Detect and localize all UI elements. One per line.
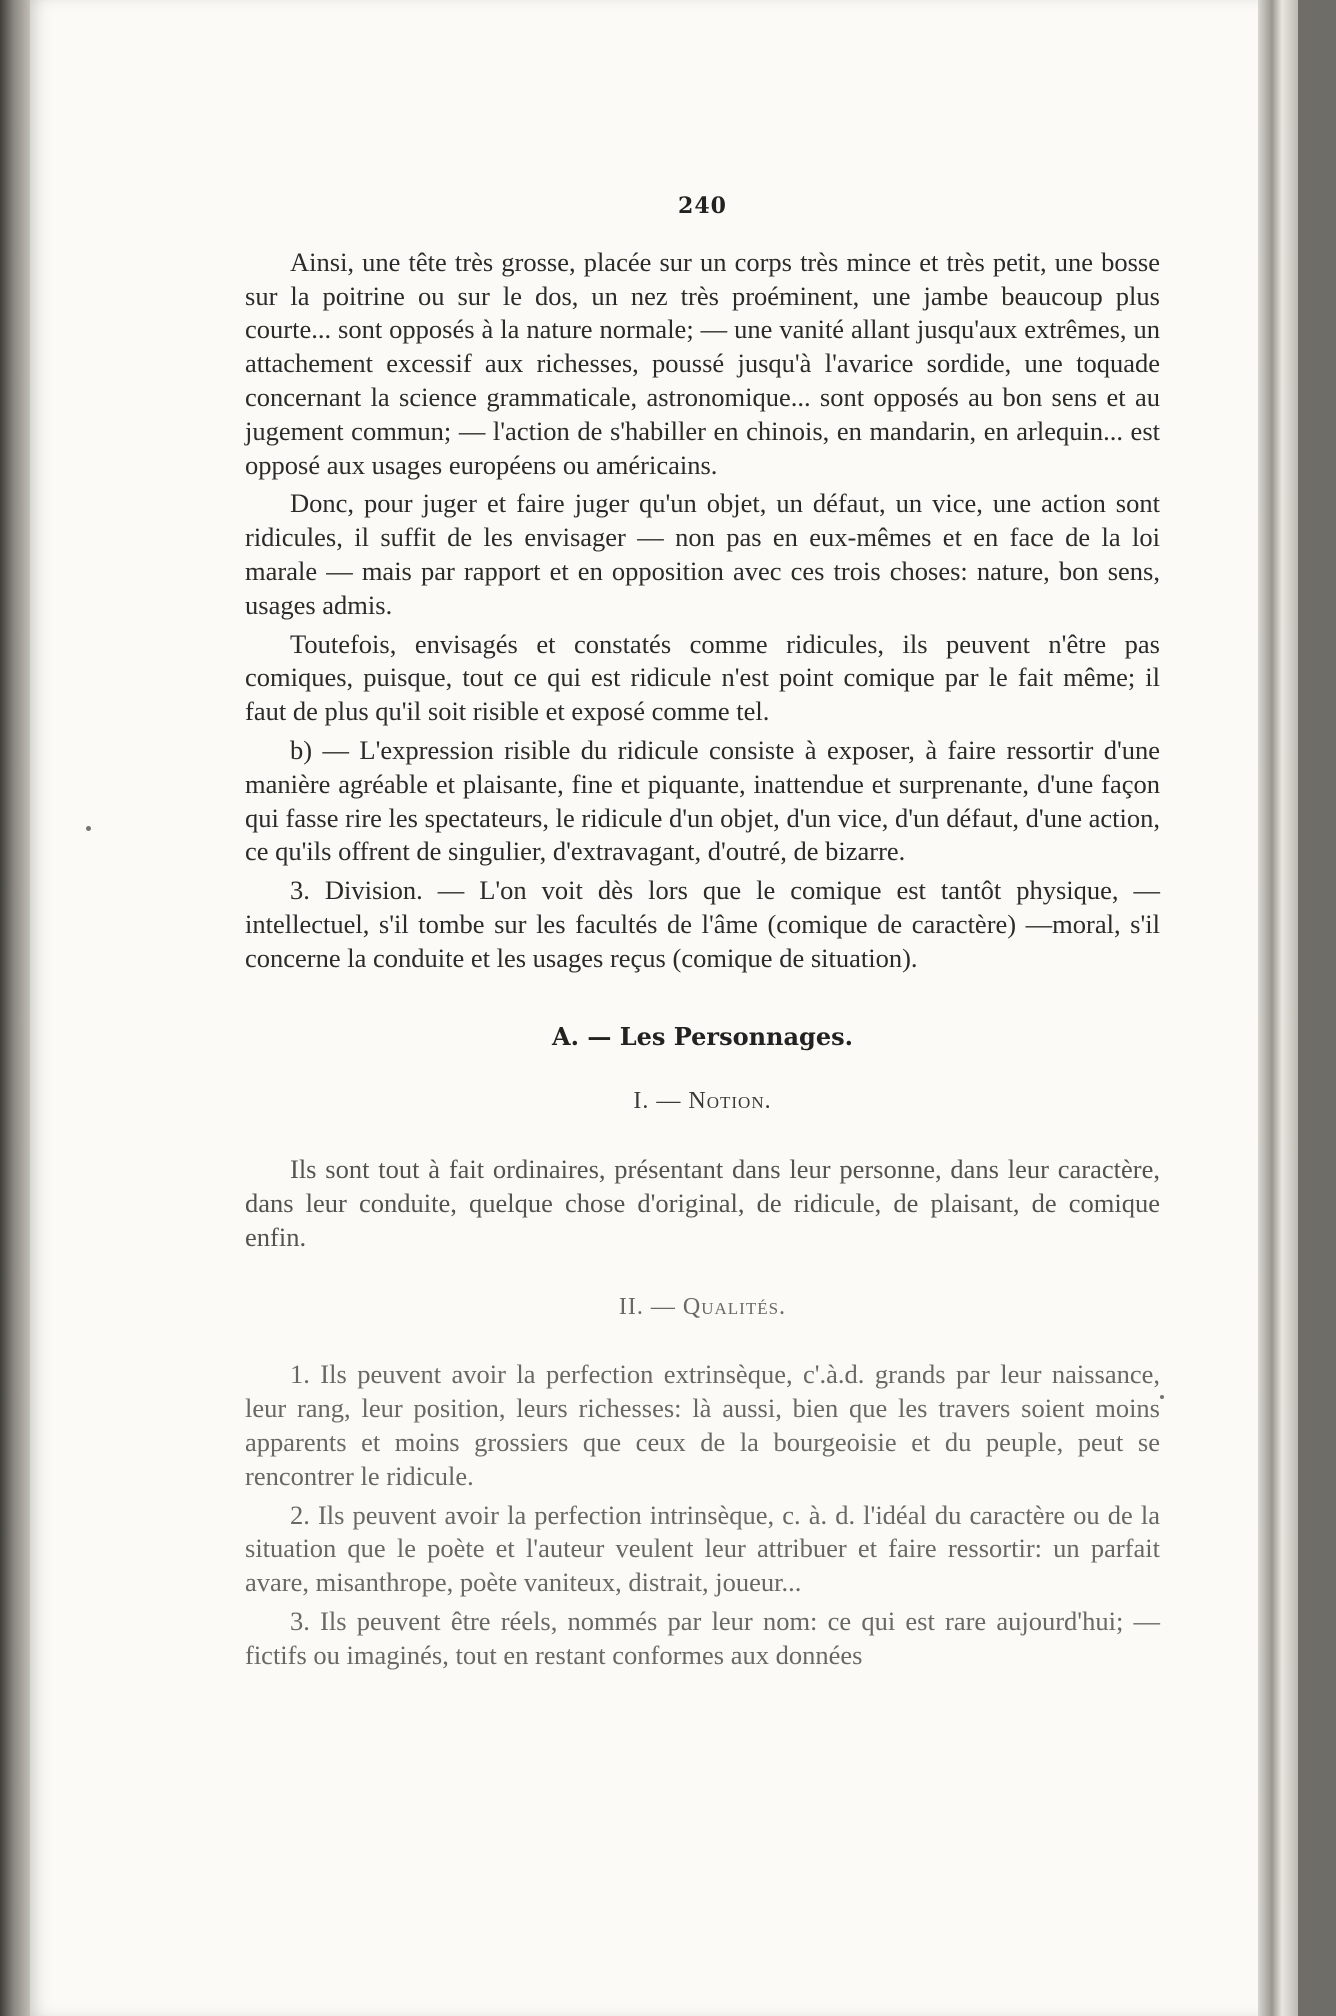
paragraph: b) — L'expression risible du ridicule consiste à exposer, à faire ressortir d'une manière agréable et plaisante, fine et piquante, inattendue et surprenante, d'une façon qui fasse rire les spectateurs, le ridicule d'un objet, d'un vice, d'un défaut, d'une action, ce qu'ils offrent de singulier, d'extravagant, d'outré, de bizarre.: [245, 734, 1160, 867]
notion-title: I. — Notion.: [633, 1088, 772, 1115]
scan-speck: [1160, 1395, 1164, 1399]
qualite-item: 2. Ils peuvent avoir la perfection intrinsèque, c. à. d. l'idéal du caractère ou de la situation que le poète et l'auteur veulent leur attribuer et faire ressortir: un parfait avare, misanthrope, poète vaniteux, distrait, joueur...: [245, 1499, 1160, 1598]
qualite-item: 1. Ils peuvent avoir la perfection extrinsèque, c'.à.d. grands par leur naissance, leur rang, leur position, leurs richesses: là aussi, bien que les travers soient moins apparents et moins grossiers que ceux de la bourgeoisie et du peuple, peut se rencontrer le ridicule.: [245, 1359, 1160, 1491]
notion-paragraph: Ils sont tout à fait ordinaires, présentant dans leur personne, dans leur caractère, dans leur conduite, quelque chose d'original, de ridicule, de plaisant, de comique enfin.: [245, 1154, 1160, 1252]
scan-binding-shadow: [0, 0, 34, 2016]
paragraph: Ainsi, une tête très grosse, placée sur un corps très mince et très petit, une bosse sur la poitrine ou sur le dos, un nez très proéminent, une jambe beaucoup plus courte... sont opposés à la nature normale; — une vanité allant jusqu'aux extrêmes, un attachement excessif aux richesses, poussé jusqu'à l'avarice sordide, une toquade concernant la science grammaticale, astronomique... sont opposés au bon sens et au jugement commun; — l'action de s'habiller en chinois, en mandarin, en arlequin... est opposé aux usages européens ou américains.: [245, 246, 1160, 480]
scan-speck: [86, 826, 91, 831]
paragraph-division: 3. Division. — L'on voit dès lors que le comique est tantôt physique, —intellectuel, s'il tombe sur les facultés de l'âme (comique de caractère) —moral, s'il concerne la conduite et les usages reçus (comique de situation).: [245, 875, 1160, 973]
paragraph: Toutefois, envisagés et constatés comme ridicules, ils peuvent n'être pas comiques, puisque, tout ce qui est ridicule n'est point comique par le fait même; il faut de plus qu'il soit risible et exposé comme tel.: [245, 628, 1160, 727]
page-number: 240: [678, 193, 727, 219]
qualite-item: 3. Ils peuvent être réels, nommés par leur nom: ce qui est rare aujourd'hui; — fictifs ou imaginés, tout en restant conformes aux données: [245, 1605, 1160, 1670]
qualites-title: II. — Qualités.: [618, 1293, 787, 1320]
page-edge: [1258, 0, 1298, 2016]
paragraph: Donc, pour juger et faire juger qu'un objet, un défaut, un vice, une action sont ridicules, il suffit de les envisager — non pas en eux-mêmes et en face de la loi marale — mais par rapport et en opposition avec ces trois choses: nature, bon sens, usages admis.: [245, 488, 1160, 620]
page-text: [245, 190, 1160, 1677]
section-title: A. — Les Personnages.: [552, 1021, 853, 1051]
book-page: [30, 0, 1298, 2016]
